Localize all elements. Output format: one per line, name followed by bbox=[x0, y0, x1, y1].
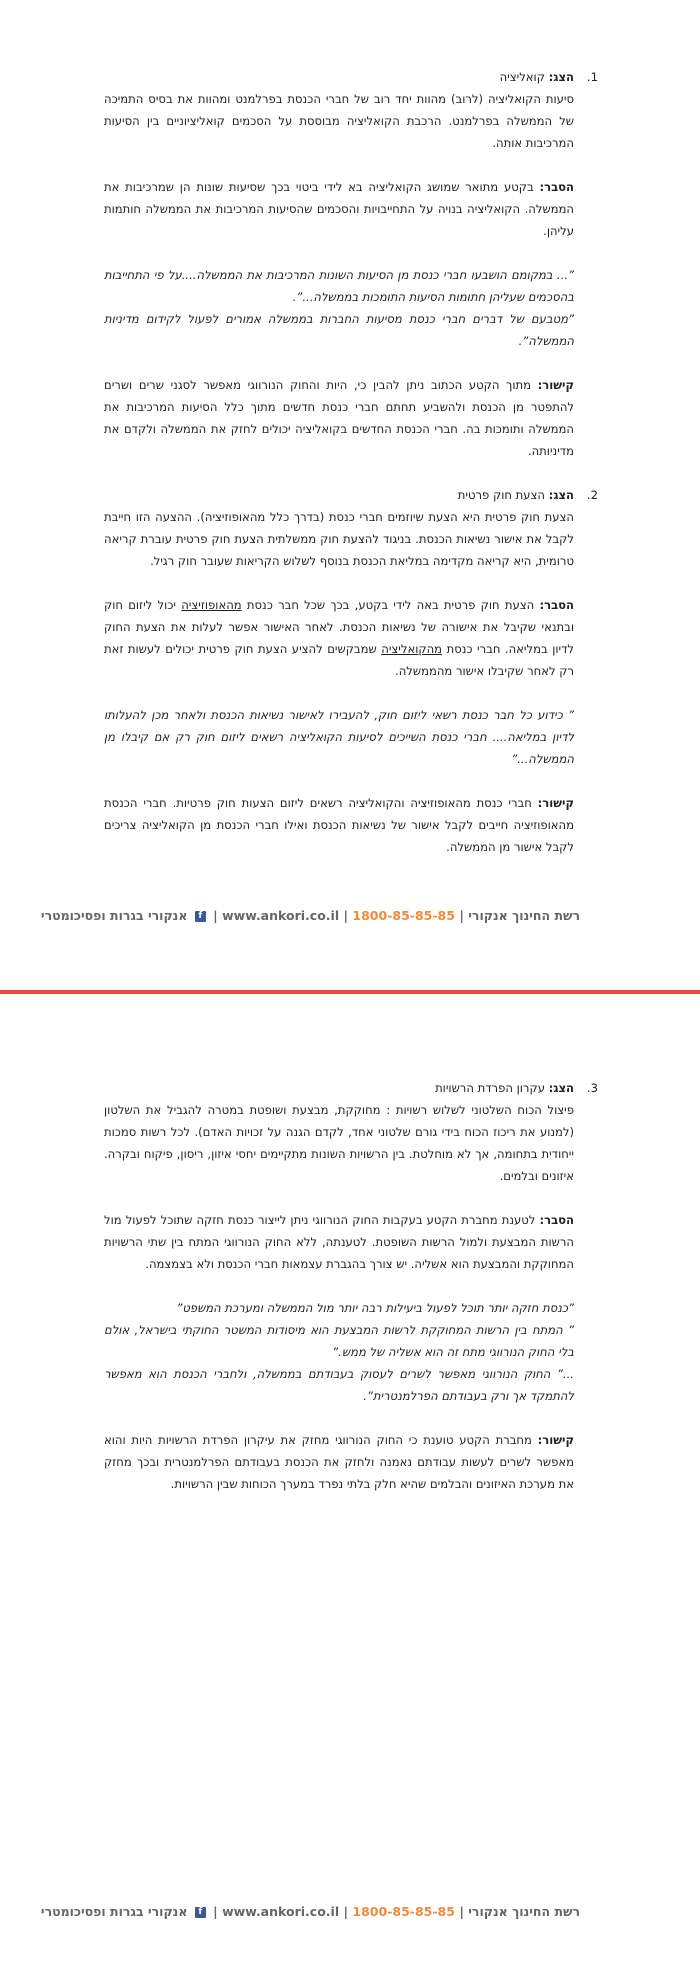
explanation bbox=[104, 1209, 574, 1275]
page-1 bbox=[0, 0, 700, 990]
footer-network: רשת החינוך אנקורי bbox=[468, 908, 580, 923]
footer-network: רשת החינוך אנקורי bbox=[468, 1904, 580, 1919]
footer-separator: | bbox=[213, 908, 218, 923]
item-1-head bbox=[104, 66, 598, 88]
footer-separator: | bbox=[459, 1904, 464, 1919]
explain-text: בקטע מתואר שמושג הקואליציה בא לידי ביטוי בכך שסיעות שונות הן שמרכיבות את הממשלה. הקואליציה בנויה על התחייבויות והסכמים שהסיעות המרכיבות את הממשלה חותמות עליהן. bbox=[104, 180, 574, 238]
footer-website[interactable]: www.ankori.co.il bbox=[222, 1904, 340, 1919]
footer-separator: | bbox=[213, 1904, 218, 1919]
footer-line bbox=[41, 1904, 580, 1919]
footer-separator: | bbox=[459, 908, 464, 923]
footer-website[interactable]: www.ankori.co.il bbox=[222, 908, 340, 923]
footer-separator: | bbox=[343, 1904, 349, 1919]
tsad-label: הצג: bbox=[548, 70, 574, 84]
link-paragraph bbox=[104, 792, 574, 858]
explanation bbox=[104, 594, 574, 682]
definition: פיצול הכוח השלטוני לשלוש רשויות : מחוקקת, מבצעת ושופטת במטרה להגביל את השלטון (למנוע את ריכוז הכוח בידי גורם שלטוני אחד, לקדם הגנה על זכויות האדם). לכל רשות סמכות ייחודית בתחומה, אך לא מוחלטת. בין הרשויות השונות מתקיימים יחסי איזון, ריסון, פיקוח ובקרה. איזונים ובלמים. bbox=[104, 1103, 574, 1183]
explain-text-a: הצעת חוק פרטית באה לידי בקטע, בכך שכל חבר כנסת bbox=[246, 598, 535, 612]
item-number: 2. bbox=[586, 488, 598, 502]
quote: ”כנסת חזקה יותר תוכל לפעול ביעילות רבה יותר מול הממשלה ומערכת המשפט” bbox=[176, 1301, 574, 1315]
footer-facebook-text[interactable]: אנקורי בגרות ופסיכומטרי bbox=[40, 908, 188, 923]
quote: ” כידוע כל חבר כנסת רשאי ליזום חוק, להעבירו לאישור נשיאות הכנסת ולאחר מכן להעלותו לדיון במליאה.... חברי כנסת השייכים לסיעות הקואליציה רשאים ליזום חוק רק אם קיבלו מן הממשלה...” bbox=[104, 708, 574, 766]
item-3-head bbox=[104, 1077, 598, 1099]
link-text: מחברת הקטע טוענת כי החוק הנורווגי מחזק את עיקרון הפרדת הרשויות היות והוא מאפשר לשרים לעשות עבודתם נאמנה ולחזק את הכנסת בעבודתם הפרלמנטרית ובכך מחזק את מערכת האיזונים והבלמים שהיא חלק בלתי נפרד במערך הכוחות שבין הרשויות. bbox=[104, 1433, 574, 1491]
link-paragraph bbox=[104, 1429, 574, 1495]
page-1-content bbox=[104, 66, 598, 858]
item-3 bbox=[104, 1077, 598, 1495]
link-label: קישור: bbox=[537, 1433, 574, 1447]
definition: הצעת חוק פרטית היא הצעת שיוזמים חברי כנסת (בדרך כלל מהאופוזיציה). ההצעה הזו חייבת לקבל את אישור נשיאות הכנסת. בניגוד להצעת חוק ממשלתית הצעת חוק פרטית עוברת קריאה טרומית, היא קריאה מקדימה במליאת הכנסת בנוסף לשלוש הקריאות שעובר חוק רגיל. bbox=[104, 510, 574, 568]
footer-phone[interactable]: 1800-85-85-85 bbox=[352, 1904, 455, 1919]
tsad-label: הצג: bbox=[548, 1081, 574, 1095]
explain-label: הסבר: bbox=[539, 1213, 574, 1227]
explain-underlined-coalition: מהקואליציה bbox=[381, 642, 443, 656]
page-2-content bbox=[104, 1077, 598, 1495]
item-1 bbox=[104, 66, 598, 462]
explanation bbox=[104, 176, 574, 242]
quote: ...” החוק הנורווגי מאפשר לשרים לעסוק בעבודתם בממשלה, ולחברי הכנסת הוא מאפשר להתמקד אך ורק בעבודתם הפרלמנטרית”. bbox=[104, 1367, 574, 1403]
explain-underlined-opposition: מהאופוזיציה bbox=[181, 598, 242, 612]
link-label: קישור: bbox=[537, 378, 574, 392]
quote: ”... במקומם הושבעו חברי כנסת מן הסיעות השונות המרכיבות את הממשלה....על פי התחייבות בהסכמים שעליהן חתומות הסיעות התומכות בממשלה...”. bbox=[104, 268, 574, 304]
link-text: חברי כנסת מהאופוזיציה והקואליציה רשאים ליזום הצעות חוק פרטיות. חברי הכנסת מהאופוזיציה חייבים לקבל אישור של נשיאות הכנסת ואילו חברי הכנסת מן הקואליציה צריכים לקבל אישור מן הממשלה. bbox=[104, 796, 574, 854]
tsad-title: הצעת חוק פרטית bbox=[457, 488, 545, 502]
item-2 bbox=[104, 484, 598, 858]
item-2-head bbox=[104, 484, 598, 506]
link-text: מתוך הקטע הכתוב ניתן להבין כי, היות והחוק הנורווגי מאפשר לסגני שרים ושרים להתפטר מן הכנסת ולהשביע תחתם חברי כנסת חדשים מתוך כלל הסיעות המרכיבות את הממשלה ותומכות בה. חברי הכנסת החדשים בקואליציה יכולים לחזק את הממשלה ולקדם את מדיניותה. bbox=[104, 378, 574, 458]
footer-phone[interactable]: 1800-85-85-85 bbox=[352, 908, 455, 923]
explain-text-c: שמבקשים להציע הצעת חוק פרטית יכולים לעשות זאת רק לאחר שקיבלו אישור מהממשלה. bbox=[104, 642, 574, 678]
quote: ” המתח בין הרשות המחוקקת לרשות המבצעת הוא מיסודות המשטר החוקתי בישראל, אולם בלי החוק הנורווגי מתח זה הוא אשליה של ממש.” bbox=[104, 1323, 574, 1359]
explain-text: לטענת מחברת הקטע בעקבות החוק הנורווגי ניתן לייצור כנסת חזקה שתוכל לפעול מול הרשות המבצעת ולמול הרשות השופטת. לטענתה, ללא החוק הנורווגי המתח בין שתי הרשויות המחוקקת והמבצעת הוא אשליה. יש צורך בהגברת עצמאות חברי הכנסת ולא בצמצמה. bbox=[104, 1213, 574, 1271]
footer-facebook-text[interactable]: אנקורי בגרות ופסיכומטרי bbox=[40, 1904, 188, 1919]
item-number: 1. bbox=[586, 70, 598, 84]
explain-label: הסבר: bbox=[539, 598, 574, 612]
tsad-title: קואליציה bbox=[499, 70, 545, 84]
link-paragraph bbox=[104, 374, 574, 462]
facebook-icon[interactable]: f bbox=[195, 911, 206, 922]
page-2 bbox=[0, 994, 700, 1984]
item-number: 3. bbox=[586, 1081, 598, 1095]
tsad-label: הצג: bbox=[548, 488, 574, 502]
link-label: קישור: bbox=[537, 796, 574, 810]
tsad-title: עקרון הפרדת הרשויות bbox=[435, 1081, 545, 1095]
footer-line bbox=[41, 908, 580, 923]
explain-label: הסבר: bbox=[539, 180, 574, 194]
definition: סיעות הקואליציה (לרוב) מהוות יחד רוב של חברי הכנסת בפרלמנט ומהוות את בסיס התמיכה של הממשלה בפרלמנט. הרכבת הקואליציה מבוססת על הסכמים קואליציוניים בין הסיעות המרכיבות אותה. bbox=[104, 92, 574, 150]
quote: ”מטבעם של דברים חברי כנסת מסיעות החברות בממשלה אמורים לפעול לקידום מדיניות הממשלה”. bbox=[104, 312, 574, 348]
explain-text-b: יכול ליזום חוק ובתנאי שקיבל את אישורה של נשיאות הכנסת. לאחר האישור אפשר לעלות את הצעת החוק לדיון במליאה. חברי כנסת bbox=[104, 598, 575, 656]
footer-separator: | bbox=[343, 908, 349, 923]
facebook-icon[interactable]: f bbox=[195, 1907, 206, 1918]
